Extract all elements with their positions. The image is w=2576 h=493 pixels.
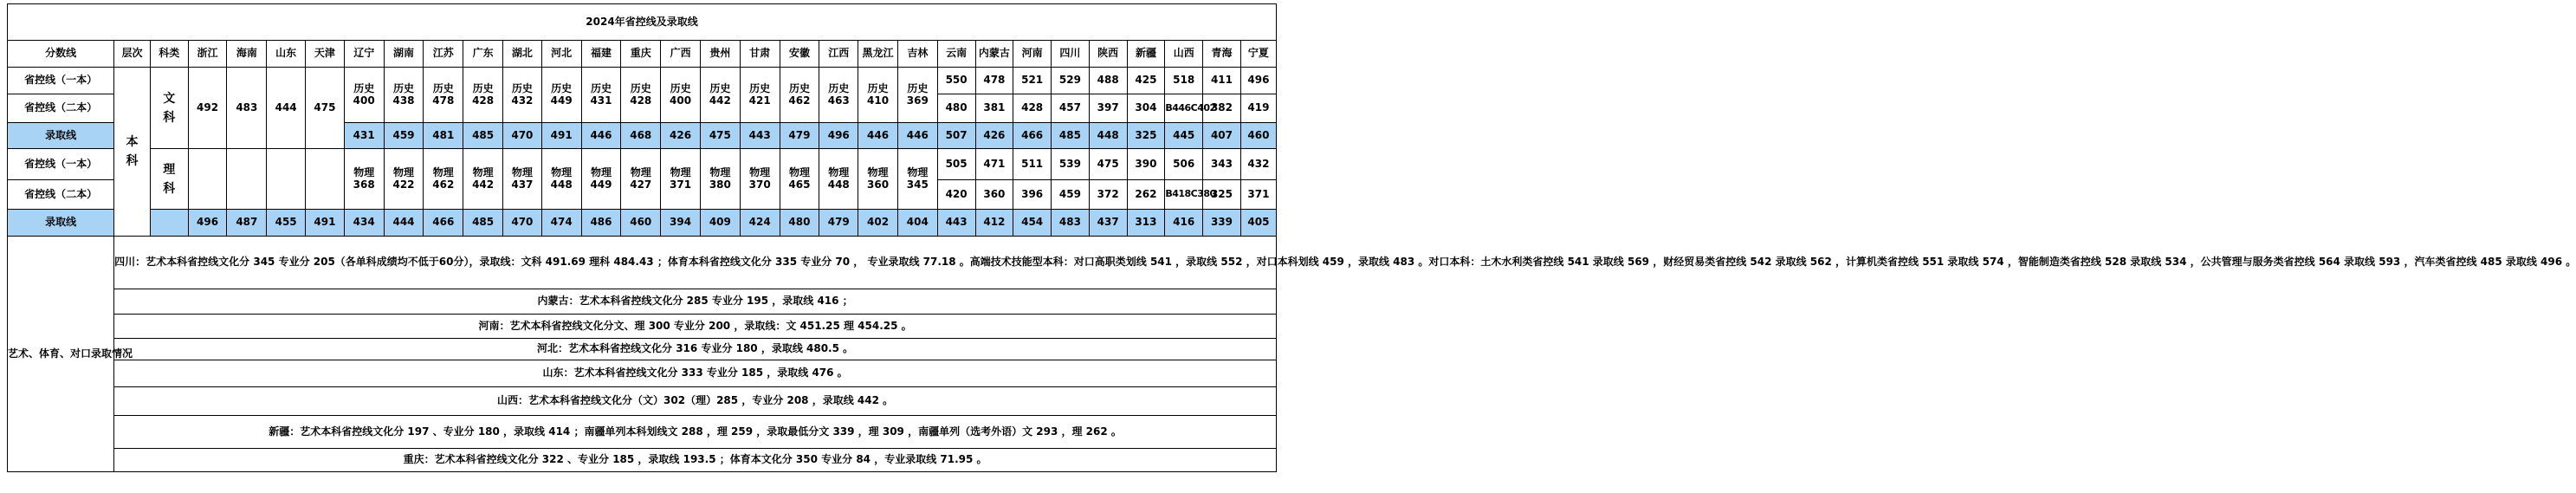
- subject-label: 物理: [630, 165, 651, 178]
- score-cell: 468: [621, 123, 661, 149]
- header-province: 天津: [306, 41, 345, 68]
- score-cell: 404: [897, 210, 937, 237]
- notes-row: [8, 237, 1277, 289]
- score-cell: 466: [424, 210, 463, 237]
- blank-cell: [306, 149, 345, 210]
- subject-label: 物理: [472, 165, 494, 178]
- score-cell: 474: [541, 210, 581, 237]
- physics-score-cell: [858, 149, 898, 210]
- score-value: 438: [392, 94, 415, 107]
- table-body: [8, 4, 2576, 472]
- score-cell: 432: [1240, 149, 1276, 180]
- score-cell: 343: [1203, 149, 1241, 180]
- subject-label: 物理: [907, 165, 929, 178]
- note-henan: 河南：艺术本科省控线文化分文、理 300 专业分 200 ，录取线：文 451.25 理 454.25 。: [114, 315, 1277, 339]
- subject-label: 历史: [828, 81, 850, 94]
- subject-label: 历史: [867, 81, 889, 94]
- subject-label: 物理: [670, 165, 691, 178]
- score-value: 465: [788, 178, 811, 191]
- score-cell: 262: [1127, 180, 1165, 210]
- cengci-benke: 本科: [126, 135, 139, 168]
- notes-row: [8, 315, 1277, 339]
- notes-row: [8, 449, 1277, 472]
- score-value: 345: [906, 178, 929, 191]
- blank-cell: [267, 149, 306, 210]
- header-province: 宁夏: [1240, 41, 1276, 68]
- header-province: 广西: [661, 41, 701, 68]
- score-value: 400: [353, 94, 375, 107]
- physics-score-cell: [541, 149, 581, 210]
- merged-score: 492: [188, 68, 227, 149]
- score-cell: 481: [424, 123, 463, 149]
- header-province: 湖北: [503, 41, 542, 68]
- physics-score-cell: [780, 149, 819, 210]
- score-cell: 486: [581, 210, 621, 237]
- header-province: 贵州: [700, 41, 740, 68]
- header-province: 河南: [1013, 41, 1052, 68]
- row-label-luqu: 录取线: [8, 123, 114, 149]
- merged-score: 475: [306, 68, 345, 149]
- score-cell: 372: [1089, 180, 1127, 210]
- score-cell: 360: [975, 180, 1013, 210]
- history-score-cell: [463, 68, 503, 123]
- history-score-cell: [581, 68, 621, 123]
- li-luqu-row: [8, 210, 1277, 237]
- score-value: 462: [432, 178, 455, 191]
- wen-kong1-row: [8, 68, 1277, 94]
- score-cell: 480: [780, 210, 819, 237]
- score-value: 427: [630, 178, 652, 191]
- physics-score-cell: [503, 149, 542, 210]
- score-cell: 304: [1127, 94, 1165, 123]
- score-cell: 475: [1089, 149, 1127, 180]
- header-province: 辽宁: [344, 41, 384, 68]
- score-value: 360: [867, 178, 890, 191]
- admission-score-table: [7, 3, 2576, 472]
- score-cell: 426: [661, 123, 701, 149]
- merged-score: 483: [227, 68, 267, 149]
- score-cell: 396: [1013, 180, 1052, 210]
- history-score-cell: [897, 68, 937, 123]
- subject-label: 历史: [551, 81, 573, 94]
- blank-cell: [150, 210, 188, 237]
- history-score-cell: [344, 68, 384, 123]
- subject-label: 物理: [432, 165, 454, 178]
- history-score-cell: [780, 68, 819, 123]
- score-cell: 412: [975, 210, 1013, 237]
- score-value: 462: [788, 94, 811, 107]
- physics-score-cell: [740, 149, 780, 210]
- subject-label: 物理: [393, 165, 415, 178]
- note-neimenggu: 内蒙古：艺术本科省控线文化分 285 专业分 195 ，录取线 416 ；: [114, 289, 1277, 315]
- header-province: 河北: [541, 41, 581, 68]
- subject-label: 物理: [828, 165, 850, 178]
- subject-label: 历史: [393, 81, 415, 94]
- score-value: 368: [353, 178, 375, 191]
- subject-label: 物理: [353, 165, 375, 178]
- subject-label: 历史: [907, 81, 929, 94]
- score-cell: 454: [1013, 210, 1052, 237]
- subject-label: 历史: [670, 81, 691, 94]
- score-cell: 479: [819, 210, 858, 237]
- history-score-cell: [541, 68, 581, 123]
- physics-score-cell: [424, 149, 463, 210]
- score-value: 437: [511, 178, 534, 191]
- header-province: 云南: [937, 41, 975, 68]
- physics-score-cell: [661, 149, 701, 210]
- score-cell: 470: [503, 123, 542, 149]
- score-cell: 496: [1240, 68, 1276, 94]
- subject-label: 历史: [432, 81, 454, 94]
- score-value: 370: [748, 178, 771, 191]
- kelei-wenke-cell: [150, 68, 188, 149]
- physics-score-cell: [463, 149, 503, 210]
- score-cell: 313: [1127, 210, 1165, 237]
- header-province: 广东: [463, 41, 503, 68]
- header-province: 黑龙江: [858, 41, 898, 68]
- subject-label: 物理: [551, 165, 573, 178]
- subject-label: 物理: [709, 165, 731, 178]
- subject-label: 历史: [353, 81, 375, 94]
- score-value: 448: [827, 178, 850, 191]
- subject-label: 历史: [709, 81, 731, 94]
- li-kong1-row: [8, 149, 1277, 180]
- score-cell: 426: [975, 123, 1013, 149]
- score-cell: 488: [1089, 68, 1127, 94]
- blank-cell: [227, 149, 267, 210]
- score-cell: 483: [1052, 210, 1090, 237]
- kelei-like: 理科: [163, 162, 176, 196]
- score-value: 442: [709, 94, 731, 107]
- row-label-kong2: 省控线（二本）: [8, 94, 114, 123]
- notes-row: [8, 339, 1277, 360]
- score-cell: 397: [1089, 94, 1127, 123]
- header-province: 浙江: [188, 41, 227, 68]
- blank-cell: [188, 149, 227, 210]
- subject-label: 物理: [867, 165, 889, 178]
- header-row: [8, 41, 1277, 68]
- score-value: 463: [827, 94, 850, 107]
- admission-table-container: [7, 3, 2576, 472]
- score-cell: 455: [267, 210, 306, 237]
- score-cell: 505: [937, 149, 975, 180]
- history-score-cell: [858, 68, 898, 123]
- score-cell: 521: [1013, 68, 1052, 94]
- score-cell: 485: [463, 123, 503, 149]
- score-cell: 434: [344, 210, 384, 237]
- score-cell: 550: [937, 68, 975, 94]
- score-value: 428: [630, 94, 652, 107]
- subject-label: 历史: [749, 81, 771, 94]
- history-score-cell: [661, 68, 701, 123]
- header-province: 甘肃: [740, 41, 780, 68]
- score-cell: 479: [780, 123, 819, 149]
- score-cell: 485: [1052, 123, 1090, 149]
- kelei-like-cell: [150, 149, 188, 210]
- physics-score-cell: [384, 149, 424, 210]
- score-cell: 445: [1165, 123, 1203, 149]
- score-cell: 518: [1165, 68, 1203, 94]
- subject-label: 物理: [749, 165, 771, 178]
- history-score-cell: [700, 68, 740, 123]
- score-value: 431: [590, 94, 612, 107]
- row-label-luqu: 录取线: [8, 210, 114, 237]
- score-cell: 507: [937, 123, 975, 149]
- score-cell: 443: [740, 123, 780, 149]
- score-cell: 405: [1240, 210, 1276, 237]
- history-score-cell: [503, 68, 542, 123]
- score-cell: 471: [975, 149, 1013, 180]
- header-province: 内蒙古: [975, 41, 1013, 68]
- score-cell: B446C402: [1165, 94, 1203, 123]
- score-cell: 529: [1052, 68, 1090, 94]
- score-cell: 419: [1240, 94, 1276, 123]
- score-cell: 466: [1013, 123, 1052, 149]
- score-cell: 460: [1240, 123, 1276, 149]
- physics-score-cell: [897, 149, 937, 210]
- score-value: 421: [748, 94, 771, 107]
- score-cell: 394: [661, 210, 701, 237]
- score-cell: 491: [306, 210, 345, 237]
- score-cell: 491: [541, 123, 581, 149]
- row-label-kong2: 省控线（二本）: [8, 180, 114, 210]
- score-cell: 511: [1013, 149, 1052, 180]
- score-cell: 325: [1203, 180, 1241, 210]
- header-kelei: 科类: [150, 41, 188, 68]
- note-xinjiang: 新疆：艺术本科省控线文化分 197 、专业分 180 ，录取线 414 ；南疆单列本科划线文 288 ，理 259 ，录取最低分文 339 ，理 309 ，南疆单列（选考外语）文 293 ，理 262 。: [114, 416, 1277, 449]
- header-province: 福建: [581, 41, 621, 68]
- score-value: 449: [590, 178, 612, 191]
- header-province: 江西: [819, 41, 858, 68]
- score-cell: 446: [581, 123, 621, 149]
- history-score-cell: [740, 68, 780, 123]
- header-province: 陕西: [1089, 41, 1127, 68]
- score-cell: 539: [1052, 149, 1090, 180]
- notes-row: [8, 387, 1277, 416]
- score-cell: 371: [1240, 180, 1276, 210]
- score-cell: 506: [1165, 149, 1203, 180]
- note-hebei: 河北：艺术本科省控线文化分 316 专业分 180 ，录取线 480.5 。: [114, 339, 1277, 360]
- score-cell: 446: [858, 123, 898, 149]
- subject-label: 历史: [630, 81, 651, 94]
- score-cell: 407: [1203, 123, 1241, 149]
- header-province: 吉林: [897, 41, 937, 68]
- score-cell: 420: [937, 180, 975, 210]
- physics-score-cell: [621, 149, 661, 210]
- score-value: 428: [472, 94, 495, 107]
- score-value: 448: [550, 178, 573, 191]
- score-value: 380: [709, 178, 731, 191]
- subject-label: 物理: [590, 165, 612, 178]
- score-cell: 402: [858, 210, 898, 237]
- history-score-cell: [621, 68, 661, 123]
- cengci-benke-cell: [114, 68, 151, 237]
- score-value: 400: [670, 94, 692, 107]
- score-cell: 411: [1203, 68, 1241, 94]
- header-province: 青海: [1203, 41, 1241, 68]
- subject-label: 历史: [590, 81, 612, 94]
- physics-score-cell: [344, 149, 384, 210]
- header-province: 山东: [267, 41, 306, 68]
- score-cell: 496: [819, 123, 858, 149]
- score-value: 442: [472, 178, 495, 191]
- score-value: 369: [906, 94, 929, 107]
- header-cengci: 层次: [114, 41, 151, 68]
- merged-score: 444: [267, 68, 306, 149]
- score-cell: 480: [937, 94, 975, 123]
- header-province: 安徽: [780, 41, 819, 68]
- score-cell: 443: [937, 210, 975, 237]
- row-label-kong1: 省控线（一本）: [8, 149, 114, 180]
- note-chongqing: 重庆：艺术本科省控线文化分 322 、专业分 185 ，录取线 193.5 ；体育本文化分 350 专业分 84 ，专业录取线 71.95 。: [114, 449, 1277, 472]
- header-province: 湖南: [384, 41, 424, 68]
- score-value: 371: [670, 178, 692, 191]
- score-value: 449: [550, 94, 573, 107]
- score-cell: 325: [1127, 123, 1165, 149]
- subject-label: 物理: [788, 165, 810, 178]
- score-cell: 475: [700, 123, 740, 149]
- header-province: 山西: [1165, 41, 1203, 68]
- notes-label: 艺术、体育、对口录取情况: [8, 237, 114, 472]
- score-cell: 382: [1203, 94, 1241, 123]
- score-value: 410: [867, 94, 890, 107]
- score-cell: 390: [1127, 149, 1165, 180]
- note-shanxi: 山西：艺术本科省控线文化分（文）302（理）285 ，专业分 208 ，录取线 442 。: [114, 387, 1277, 416]
- kelei-wenke: 文科: [163, 91, 176, 125]
- score-cell: 457: [1052, 94, 1090, 123]
- physics-score-cell: [700, 149, 740, 210]
- page-title: 2024年省控线及录取线: [8, 4, 1277, 41]
- score-cell: 381: [975, 94, 1013, 123]
- score-cell: 437: [1089, 210, 1127, 237]
- note-shandong: 山东：艺术本科省控线文化分 333 专业分 185 ，录取线 476 。: [114, 360, 1277, 387]
- score-cell: 460: [621, 210, 661, 237]
- subject-label: 历史: [472, 81, 494, 94]
- score-cell: 448: [1089, 123, 1127, 149]
- header-fenshuxian: 分数线: [8, 41, 114, 68]
- score-cell: 478: [975, 68, 1013, 94]
- notes-row: [8, 360, 1277, 387]
- physics-score-cell: [581, 149, 621, 210]
- score-cell: 496: [188, 210, 227, 237]
- header-province: 江苏: [424, 41, 463, 68]
- physics-score-cell: [819, 149, 858, 210]
- subject-label: 历史: [788, 81, 810, 94]
- score-value: 422: [392, 178, 415, 191]
- score-cell: 431: [344, 123, 384, 149]
- header-province: 四川: [1052, 41, 1090, 68]
- score-cell: 339: [1203, 210, 1241, 237]
- subject-label: 物理: [511, 165, 533, 178]
- score-value: 432: [511, 94, 534, 107]
- score-cell: 487: [227, 210, 267, 237]
- score-cell: 409: [700, 210, 740, 237]
- notes-row: [8, 416, 1277, 449]
- header-province: 海南: [227, 41, 267, 68]
- row-label-kong1: 省控线（一本）: [8, 68, 114, 94]
- history-score-cell: [424, 68, 463, 123]
- history-score-cell: [384, 68, 424, 123]
- score-cell: 428: [1013, 94, 1052, 123]
- header-province: 重庆: [621, 41, 661, 68]
- score-cell: 485: [463, 210, 503, 237]
- score-cell: 470: [503, 210, 542, 237]
- score-cell: 444: [384, 210, 424, 237]
- score-cell: B418C380: [1165, 180, 1203, 210]
- score-value: 478: [432, 94, 455, 107]
- score-cell: 459: [1052, 180, 1090, 210]
- subject-label: 历史: [511, 81, 533, 94]
- score-cell: 424: [740, 210, 780, 237]
- notes-row: [8, 289, 1277, 315]
- score-cell: 416: [1165, 210, 1203, 237]
- history-score-cell: [819, 68, 858, 123]
- score-cell: 446: [897, 123, 937, 149]
- score-cell: 425: [1127, 68, 1165, 94]
- header-province: 新疆: [1127, 41, 1165, 68]
- note-sichuan: 四川：艺术本科省控线文化分 345 专业分 205（各单科成绩均不低于60分），录取线：文科 491.69 理科 484.43 ；体育本科省控线文化分 335 专业分 70 ， 专业录取线 77.18 。高端技术技能型本科：对口高职类划线 541 ，录取线 552 ，对口本科划线 459 ，录取线 483 。对口本科：土木水利类省控线 541 录取线 569 ，财经贸易类省控线 542 录取线 562 ，计算机类省控线 551 录取线 574 ，智能制造类省控线 528 录取线 534 ，公共管理与服务类省控线 564 录取线 593 ，汽车类省控线 485 录取线 496 。: [114, 237, 1277, 289]
- score-cell: 459: [384, 123, 424, 149]
